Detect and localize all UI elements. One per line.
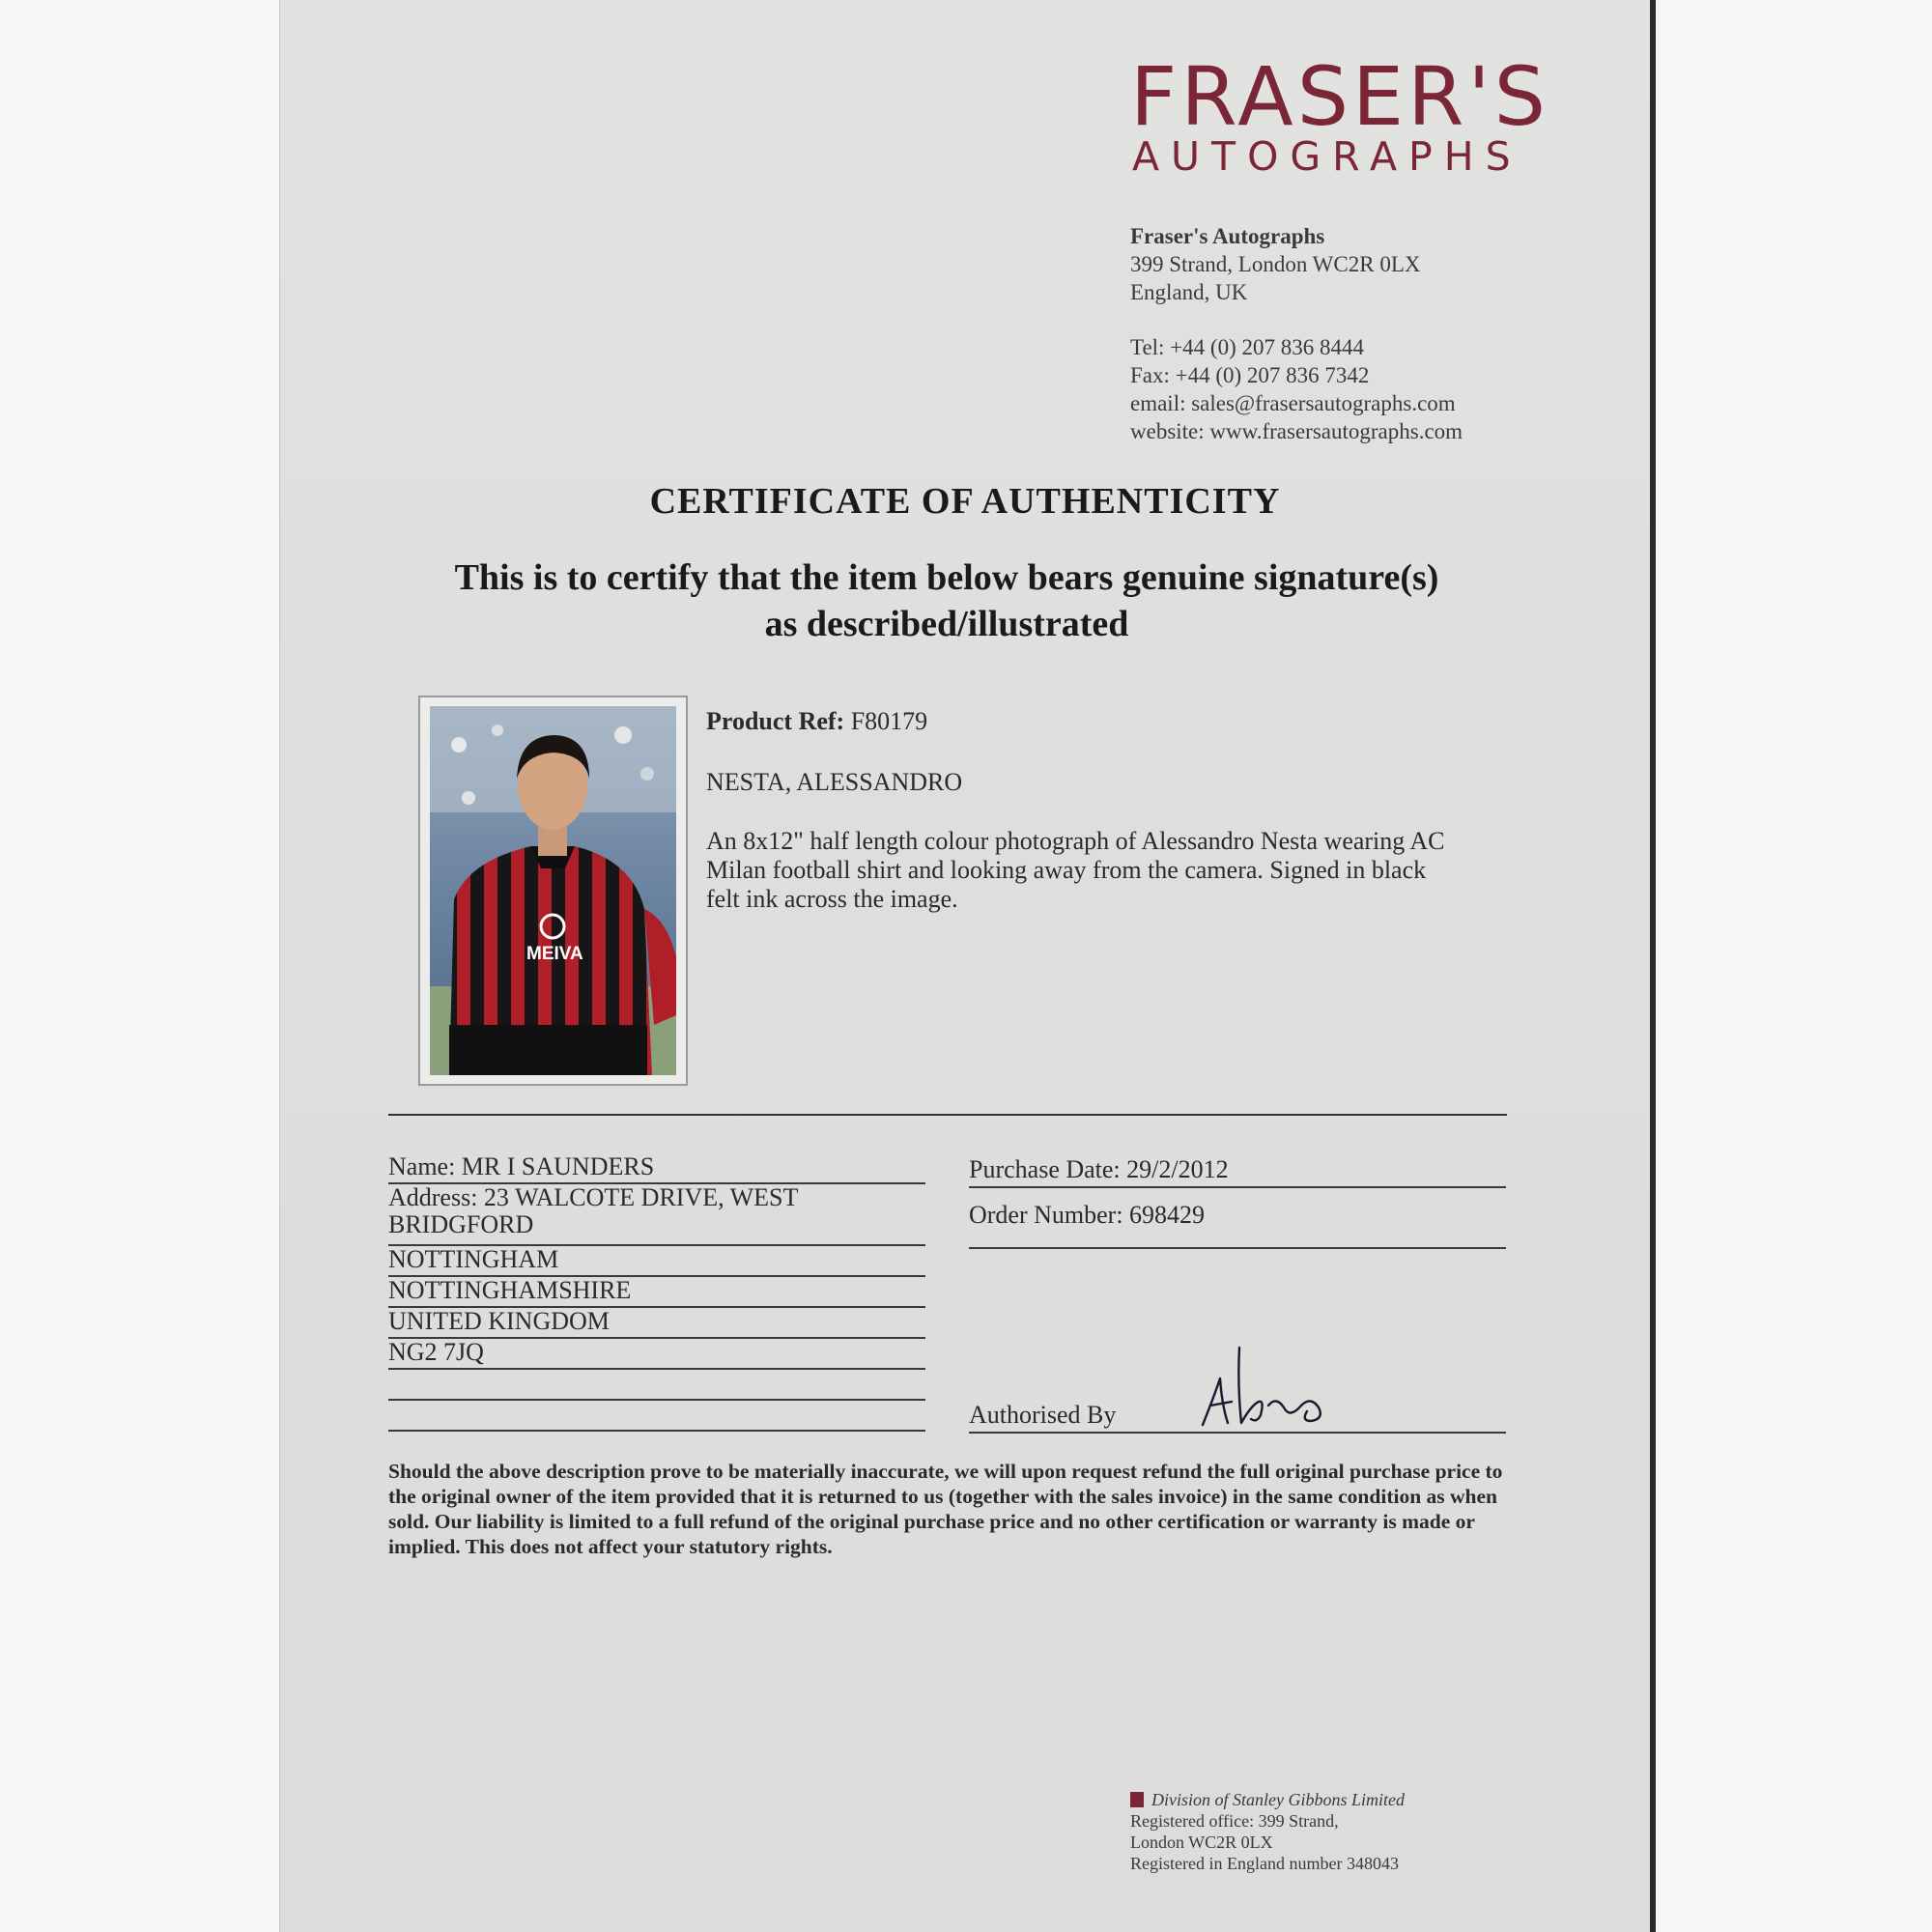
customer-blank-line-1 [388, 1370, 925, 1401]
order-number: Order Number: 698429 [969, 1201, 1506, 1249]
customer-address [388, 1184, 925, 1246]
telephone: Tel: +44 (0) 207 836 8444 [1130, 335, 1364, 359]
customer-blank-line-2 [388, 1401, 925, 1432]
address-line-1: 399 Strand, London WC2R 0LX [1130, 252, 1421, 276]
certify-line-2: as described/illustrated [764, 604, 1129, 644]
disclaimer: Should the above description prove to be materially inaccurate, we will upon request refund the full original purchase price to the original owner of the item provided that it is returned to us (together with the sales invoice) in the same condition as when sold. Our liability is limited to a full refund of the original purchase price and no other certification or warranty is made or implied. This does not affect your statutory rights. [388, 1460, 1503, 1558]
fax: Fax: +44 (0) 207 836 7342 [1130, 363, 1370, 387]
player-photo-icon [430, 706, 676, 1075]
footer-registered-city: London WC2R 0LX [1130, 1833, 1273, 1852]
product-ref-label: Product Ref: [706, 707, 845, 735]
signature-icon [1193, 1338, 1348, 1435]
logo-main: FRASER'S [1130, 49, 1549, 144]
customer-address-line-1: Address: 23 WALCOTE DRIVE, WEST [388, 1183, 799, 1211]
product-description: An 8x12" half length colour photograph of Alessandro Nesta wearing AC Milan football shirt and looking away from the camera. Signed in black felt ink across the image. [706, 827, 1445, 913]
product-ref [706, 707, 1479, 736]
customer-county: NOTTINGHAMSHIRE [388, 1277, 925, 1308]
footer-registered-office: Registered office: 399 Strand, [1130, 1811, 1339, 1831]
photo-shirt-text: MEIVA [526, 944, 583, 964]
logo-sub: AUTOGRAPHS [1132, 133, 1522, 180]
product-name: NESTA, ALESSANDRO [706, 768, 963, 796]
section-divider [388, 1114, 1507, 1116]
paper-edge [1650, 0, 1656, 1932]
customer-city: NOTTINGHAM [388, 1246, 925, 1277]
customer-postcode: NG2 7JQ [388, 1339, 925, 1370]
product-photo [418, 696, 688, 1086]
footer-division: Division of Stanley Gibbons Limited [1151, 1790, 1405, 1809]
customer-name: Name: MR I SAUNDERS [388, 1153, 925, 1184]
purchase-date: Purchase Date: 29/2/2012 [969, 1155, 1506, 1188]
footer-registered-number: Registered in England number 348043 [1130, 1854, 1399, 1873]
website: website: www.frasersautographs.com [1130, 419, 1463, 443]
authorised-by-label: Authorised By [969, 1401, 1117, 1429]
product-ref-value: F80179 [850, 707, 928, 735]
contact-block [1130, 222, 1555, 445]
address-line-2: England, UK [1130, 280, 1248, 304]
stanley-gibbons-logo-icon [1130, 1792, 1144, 1807]
certify-statement [386, 554, 1507, 647]
company-name: Fraser's Autographs [1130, 224, 1325, 248]
certificate-title: CERTIFICATE OF AUTHENTICITY [649, 481, 1281, 522]
customer-country: UNITED KINGDOM [388, 1308, 925, 1339]
customer-address-line-2: BRIDGFORD [388, 1210, 534, 1238]
certify-line-1: This is to certify that the item below bears genuine signature(s) [454, 557, 1439, 598]
footer [1130, 1789, 1517, 1874]
email: email: sales@frasersautographs.com [1130, 391, 1456, 415]
